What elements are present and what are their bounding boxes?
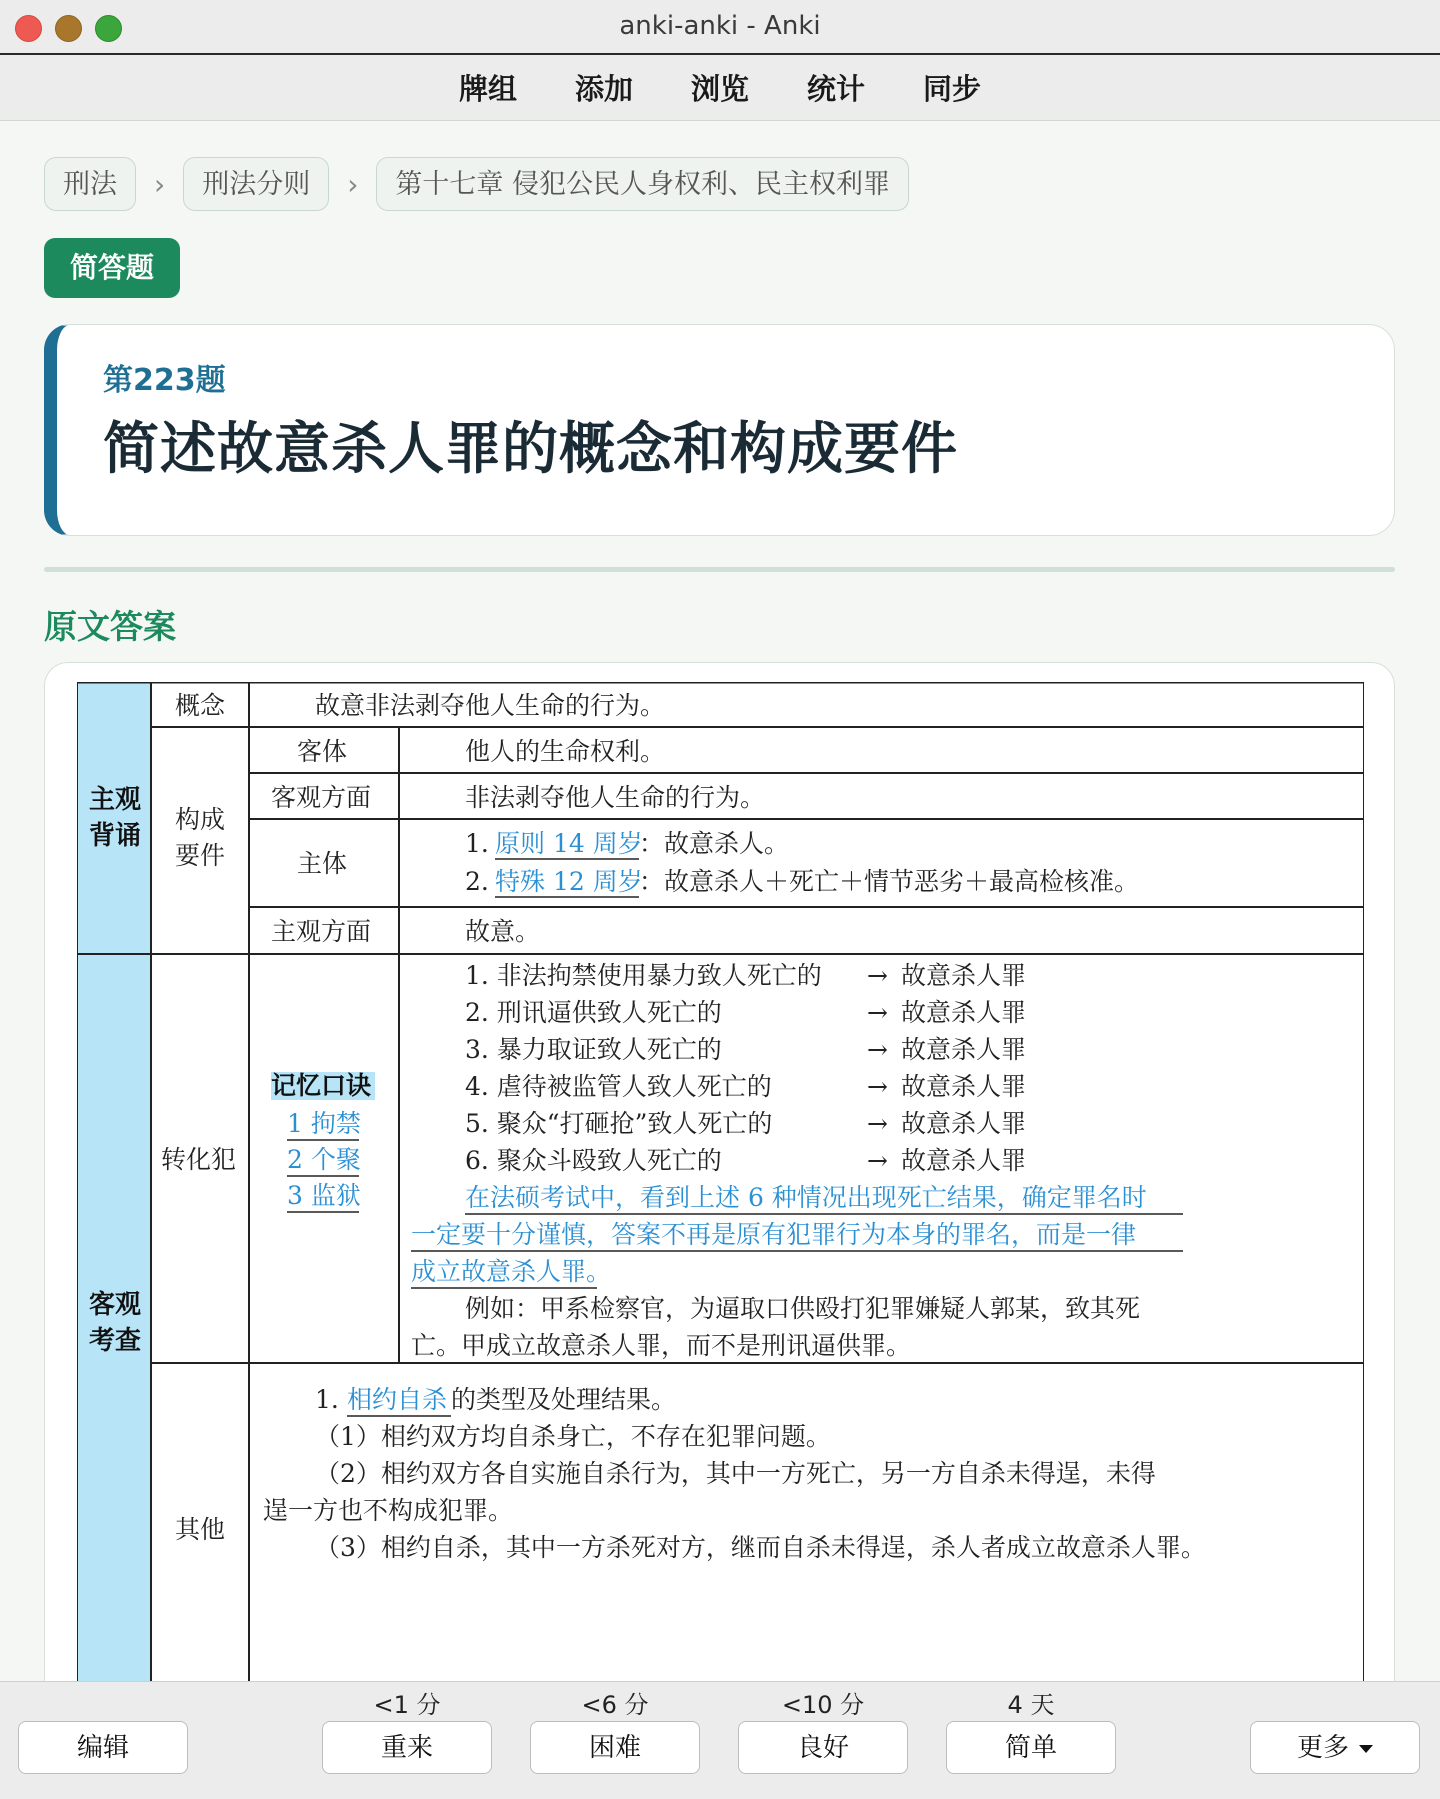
answer-table-image bbox=[77, 682, 1364, 1722]
arrow-6: → bbox=[867, 1146, 888, 1175]
question-type-badge: 简答题 bbox=[44, 238, 180, 298]
breadcrumb bbox=[44, 157, 909, 211]
other-sub-4: （3）相约自杀，其中一方杀死对方，继而自杀未得逞，杀人者成立故意杀人罪。 bbox=[315, 1533, 1206, 1562]
question-number: 第223题 bbox=[103, 363, 226, 398]
breadcrumb-item: 刑法分则 bbox=[183, 157, 329, 211]
answer-heading: 原文答案 bbox=[44, 607, 176, 646]
breadcrumb-separator: › bbox=[154, 167, 166, 201]
subject-line-2-num: 2. bbox=[465, 867, 489, 896]
transform-note-3: 成立故意杀人罪。 bbox=[411, 1257, 612, 1286]
element-subject-label: 主体 bbox=[297, 849, 348, 878]
hard-button[interactable]: 困难 bbox=[530, 1721, 700, 1774]
more-label: 更多 bbox=[1296, 1733, 1349, 1763]
result-2: 故意杀人罪 bbox=[901, 998, 1027, 1027]
element-object-label: 客体 bbox=[297, 737, 348, 766]
menu-decks[interactable]: 牌组 bbox=[458, 72, 517, 106]
other-sub-1: （1）相约双方均自杀身亡，不存在犯罪问题。 bbox=[315, 1422, 831, 1451]
concept-label: 概念 bbox=[175, 691, 226, 720]
side-label-top-1: 主观 bbox=[89, 785, 142, 815]
chevron-down-icon bbox=[1359, 1745, 1373, 1753]
mnemonic-item-1: 1 拘禁 bbox=[287, 1109, 361, 1138]
menu-add[interactable]: 添加 bbox=[574, 72, 633, 106]
other-sub-3: 逞一方也不构成犯罪。 bbox=[263, 1496, 514, 1525]
element-objective-text: 非法剥夺他人生命的行为。 bbox=[465, 783, 766, 812]
element-subjective-label: 主观方面 bbox=[271, 917, 372, 946]
result-3: 故意杀人罪 bbox=[901, 1035, 1027, 1064]
mnemonic-title: 记忆口诀 bbox=[271, 1071, 372, 1100]
transform-example-2: 亡。甲成立故意杀人罪，而不是刑讯逼供罪。 bbox=[411, 1331, 912, 1360]
hard-interval: <6 分 bbox=[581, 1691, 649, 1719]
mnemonic-item-2: 2 个聚 bbox=[287, 1145, 361, 1174]
other-item-1-text: 的类型及处理结果。 bbox=[451, 1385, 677, 1414]
answer-panel bbox=[44, 662, 1395, 1722]
subject-line-2-highlight: 特殊 12 周岁 bbox=[495, 867, 643, 896]
menu-browse[interactable]: 浏览 bbox=[690, 72, 749, 106]
good-interval: <10 分 bbox=[781, 1691, 865, 1719]
side-label-top-2: 背诵 bbox=[89, 821, 142, 851]
easy-interval: 4 天 bbox=[1007, 1691, 1055, 1719]
arrow-1: → bbox=[867, 961, 888, 990]
review-bar bbox=[0, 1681, 1440, 1799]
breadcrumb-separator: › bbox=[347, 167, 359, 201]
transform-item-1: 1. 非法拘禁使用暴力致人死亡的 bbox=[465, 961, 822, 990]
main-toolbar bbox=[0, 55, 1440, 121]
transform-item-2: 2. 刑讯逼供致人死亡的 bbox=[465, 998, 722, 1027]
edit-button[interactable]: 编辑 bbox=[18, 1721, 188, 1774]
subject-line-1-highlight: 原则 14 周岁 bbox=[495, 829, 643, 858]
question-title: 简述故意杀人罪的概念和构成要件 bbox=[103, 417, 958, 482]
window-titlebar bbox=[0, 0, 1440, 55]
elements-label-1: 构成 bbox=[175, 805, 226, 834]
mnemonic-item-3: 3 监狱 bbox=[287, 1181, 361, 1210]
element-object-text: 他人的生命权利。 bbox=[465, 737, 666, 766]
breadcrumb-item: 第十七章 侵犯公民人身权利、民主权利罪 bbox=[376, 157, 909, 211]
other-sub-2: （2）相约双方各自实施自杀行为，其中一方死亡，另一方自杀未得逞，未得 bbox=[315, 1459, 1156, 1488]
menu-sync[interactable]: 同步 bbox=[923, 72, 982, 106]
more-button[interactable] bbox=[1250, 1721, 1420, 1774]
arrow-3: → bbox=[867, 1035, 888, 1064]
arrow-4: → bbox=[867, 1072, 888, 1101]
transform-item-3: 3. 暴力取证致人死亡的 bbox=[465, 1035, 722, 1064]
breadcrumb-item: 刑法 bbox=[44, 157, 136, 211]
other-label: 其他 bbox=[175, 1515, 226, 1544]
elements-label-2: 要件 bbox=[175, 841, 226, 870]
subject-line-1-text: ：故意杀人。 bbox=[639, 829, 790, 858]
side-label-bottom-1: 客观 bbox=[89, 1290, 142, 1320]
result-4: 故意杀人罪 bbox=[901, 1072, 1027, 1101]
good-button[interactable]: 良好 bbox=[738, 1721, 908, 1774]
menu-stats[interactable]: 统计 bbox=[807, 72, 866, 106]
subject-line-2-text: ：故意杀人＋死亡＋情节恶劣＋最高检核准。 bbox=[639, 867, 1140, 896]
section-divider bbox=[44, 567, 1395, 572]
transform-item-4: 4. 虐待被监管人致人死亡的 bbox=[465, 1072, 772, 1101]
result-6: 故意杀人罪 bbox=[901, 1146, 1027, 1175]
question-card bbox=[44, 324, 1395, 536]
transform-note-2: 一定要十分谨慎，答案不再是原有犯罪行为本身的罪名，而是一律 bbox=[411, 1220, 1137, 1249]
other-item-1-num: 1. bbox=[315, 1385, 339, 1414]
element-objective-label: 客观方面 bbox=[271, 783, 372, 812]
transform-item-5: 5. 聚众“打砸抢”致人死亡的 bbox=[465, 1109, 773, 1138]
result-1: 故意杀人罪 bbox=[901, 961, 1027, 990]
easy-button[interactable]: 简单 bbox=[946, 1721, 1116, 1774]
result-5: 故意杀人罪 bbox=[901, 1109, 1027, 1138]
transform-note-1: 在法硕考试中，看到上述 6 种情况出现死亡结果，确定罪名时 bbox=[465, 1183, 1147, 1212]
arrow-2: → bbox=[867, 998, 888, 1027]
element-subjective-text: 故意。 bbox=[465, 917, 541, 946]
other-item-1-highlight: 相约自杀 bbox=[347, 1385, 448, 1414]
transform-label: 转化犯 bbox=[161, 1145, 237, 1174]
transform-example-1: 例如：甲系检察官，为逼取口供殴打犯罪嫌疑人郭某，致其死 bbox=[465, 1294, 1141, 1323]
transform-item-6: 6. 聚众斗殴致人死亡的 bbox=[465, 1146, 722, 1175]
subject-line-1-num: 1. bbox=[465, 829, 489, 858]
concept-text: 故意非法剥夺他人生命的行为。 bbox=[315, 691, 666, 720]
again-button[interactable]: 重来 bbox=[322, 1721, 492, 1774]
again-interval: <1 分 bbox=[373, 1691, 441, 1719]
side-label-bottom-2: 考查 bbox=[89, 1326, 142, 1356]
card-content bbox=[0, 121, 1440, 1681]
arrow-5: → bbox=[867, 1109, 888, 1138]
window-title: anki-anki - Anki bbox=[619, 11, 821, 41]
